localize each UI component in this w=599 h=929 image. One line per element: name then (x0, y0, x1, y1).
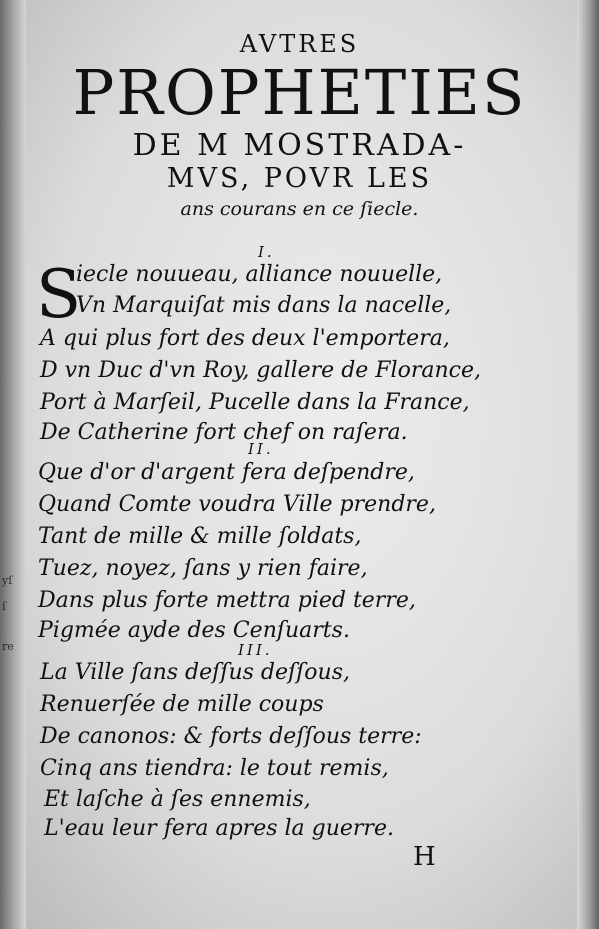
bleed-fragment: yſ (2, 574, 13, 587)
verse-line: Pigmée ayde des Cenſuarts. (38, 618, 350, 643)
verse-line: Tuez, noyez, ſans y rien faire, (38, 556, 368, 581)
verse-number: II. (248, 440, 274, 458)
verse-line: Et laſche à ſes ennemis, (44, 787, 311, 812)
verse-line: Port à Marſeil, Pucelle dans la France, (40, 390, 470, 415)
title-line-1: AVTRES (239, 30, 360, 58)
verse-line: La Ville ſans deſſus deſſous, (40, 660, 350, 685)
title-main: PROPHETIES (72, 56, 527, 129)
title-line-4: MVS, POVR LES (166, 163, 433, 194)
drop-cap: S (36, 256, 82, 333)
verse-number: III. (238, 641, 273, 659)
signature-mark: H (413, 842, 436, 872)
verse-line: Cinq ans tiendra: le tout remis, (40, 756, 389, 781)
verse-line: Quand Comte voudra Ville prendre, (38, 492, 436, 517)
verse-line: Vn Marquiſat mis dans la nacelle, (76, 293, 452, 318)
verse-line: Que d'or d'argent fera deſpendre, (38, 460, 415, 485)
title-subtitle: ans courans en ce ſiecle. (180, 198, 419, 220)
verse-line: D vn Duc d'vn Roy, gallere de Florance, (40, 358, 481, 383)
verse-line: De canonos: & forts deſſous terre: (40, 724, 422, 749)
verse-line: A qui plus fort des deux l'emportera, (40, 326, 450, 351)
verse-line: Tant de mille & mille ſoldats, (38, 524, 362, 549)
verse-line: L'eau leur fera apres la guerre. (44, 816, 394, 841)
verse-number: I. (258, 243, 275, 261)
bleed-fragment: ſ (2, 600, 7, 613)
verse-line: iecle nouueau, alliance nouuelle, (76, 262, 443, 287)
verse-line: Renuerſée de mille coups (40, 692, 324, 717)
verse-line: Dans plus forte mettra pied terre, (38, 588, 416, 613)
verse-line: De Catherine fort chef on raſera. (40, 420, 408, 445)
bleed-fragment: re (2, 640, 14, 653)
title-line-3: DE M MOSTRADA- (132, 128, 467, 163)
